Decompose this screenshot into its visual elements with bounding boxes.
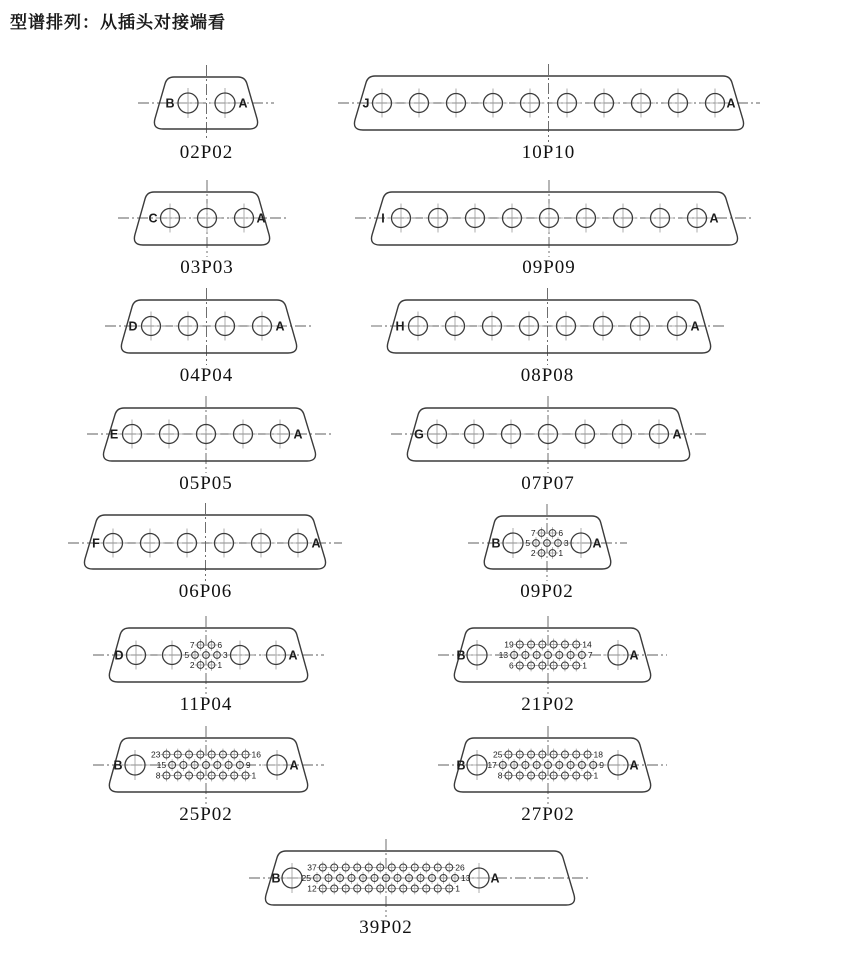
pin-number-label: 18	[593, 749, 604, 760]
pin-number-label: 37	[307, 862, 317, 873]
pin-letter-label: A	[238, 96, 248, 111]
pin-letter-label: A	[256, 211, 266, 226]
connector-code: 25P02	[179, 804, 233, 825]
pin-number-label: 17	[487, 760, 497, 770]
pin-number-label: 1	[582, 660, 587, 671]
pin-letter-label: B	[491, 536, 501, 551]
pin-number-label: 7	[189, 640, 195, 650]
pin-number-label: 5	[184, 650, 190, 660]
connector-25P02	[93, 726, 324, 825]
pin-letter-label: C	[148, 211, 158, 226]
pin-letter-label: A	[275, 319, 285, 334]
pin-letter-label: A	[629, 758, 639, 773]
connector-code: 06P06	[178, 581, 233, 602]
connector-code: 39P02	[359, 917, 413, 938]
pin-number-label: 23	[150, 749, 161, 760]
pin-number-label: 5	[525, 538, 531, 548]
pin-letter-label: A	[490, 871, 500, 886]
connector-body	[103, 408, 315, 461]
pin-number-label: 26	[455, 862, 465, 873]
pin-number-label: 6	[509, 660, 514, 671]
connector-02P02	[138, 65, 274, 163]
pin-number-label: 13	[498, 650, 509, 660]
connector-08P08	[371, 288, 727, 386]
connector-code: 10P10	[521, 142, 576, 163]
pin-number-label: 19	[504, 639, 514, 650]
pin-number-label: 8	[497, 770, 503, 781]
pin-number-label: 8	[155, 770, 161, 781]
connector-10P10	[338, 64, 760, 163]
connector-code: 11P04	[179, 694, 233, 715]
connector-11P04	[93, 616, 324, 715]
pin-number-label: 16	[251, 749, 262, 760]
pin-letter-label: B	[165, 96, 175, 111]
connector-03P03	[118, 180, 286, 278]
pin-letter-label: H	[395, 319, 405, 334]
connector-body	[371, 192, 737, 245]
pin-number-label: 7	[587, 650, 593, 660]
pin-number-label: 1	[217, 660, 223, 670]
pin-number-label: 9	[245, 760, 251, 770]
connector-06P06	[68, 503, 342, 602]
pin-number-label: 1	[558, 548, 564, 558]
connector-code: 21P02	[521, 694, 575, 715]
pin-letter-label: B	[456, 648, 466, 663]
connector-04P04	[105, 288, 313, 386]
pin-number-label: 12	[307, 883, 317, 894]
pin-number-label: 15	[156, 760, 167, 770]
pin-letter-label: G	[414, 427, 424, 442]
pin-number-label: 7	[530, 528, 536, 538]
pin-letter-label: A	[629, 648, 639, 663]
page-title: 型谱排列：从插头对接端看	[10, 13, 226, 32]
pin-letter-label: A	[690, 319, 700, 334]
pin-letter-label: B	[456, 758, 466, 773]
connector-code: 08P08	[520, 365, 575, 386]
pin-letter-label: B	[113, 758, 123, 773]
pin-number-label: 1	[251, 770, 257, 781]
connector-code: 03P03	[180, 257, 234, 278]
connector-code: 02P02	[179, 142, 234, 163]
connector-39P02	[249, 839, 591, 938]
connector-body	[387, 300, 710, 353]
connector-09P09	[355, 180, 754, 278]
connector-body	[407, 408, 689, 461]
pin-number-label: 1	[455, 883, 460, 894]
pin-letter-label: A	[592, 536, 602, 551]
pin-number-label: 6	[217, 640, 223, 650]
pin-number-label: 3	[563, 538, 569, 548]
connector-code: 04P04	[179, 365, 234, 386]
pin-letter-label: A	[311, 536, 321, 551]
pin-letter-label: E	[109, 427, 119, 442]
pin-letter-label: A	[293, 427, 303, 442]
pin-letter-label: I	[381, 211, 385, 226]
pin-number-label: 14	[582, 639, 592, 650]
connector-05P05	[87, 396, 332, 494]
pin-number-label: 3	[222, 650, 228, 660]
connector-07P07	[391, 396, 706, 494]
pin-number-label: 25	[301, 873, 311, 883]
pin-letter-label: B	[271, 871, 281, 886]
connector-code: 09P02	[520, 581, 574, 602]
pin-letter-label: F	[92, 536, 100, 551]
pin-number-label: 6	[558, 528, 564, 538]
pin-letter-label: A	[726, 96, 736, 111]
pin-letter-label: A	[288, 648, 298, 663]
connector-body	[121, 300, 296, 353]
pin-letter-label: A	[672, 427, 682, 442]
pin-letter-label: J	[362, 96, 370, 111]
connector-code: 27P02	[521, 804, 575, 825]
connector-code: 05P05	[179, 473, 233, 494]
connector-21P02	[438, 616, 667, 715]
pin-number-label: 9	[599, 760, 604, 770]
pin-number-label: 13	[461, 873, 471, 883]
pin-letter-label: A	[709, 211, 719, 226]
pin-letter-label: D	[114, 648, 124, 663]
connector-code: 07P07	[521, 473, 575, 494]
connector-code: 09P09	[522, 257, 576, 278]
pin-number-label: 25	[492, 749, 503, 760]
pin-letter-label: A	[289, 758, 299, 773]
connector-body	[84, 515, 325, 569]
connector-27P02	[438, 726, 667, 825]
pin-number-label: 2	[189, 660, 195, 670]
connector-09P02	[468, 504, 627, 602]
pin-number-label: 1	[593, 770, 599, 781]
pin-letter-label: D	[128, 319, 138, 334]
pin-number-label: 2	[530, 548, 536, 558]
